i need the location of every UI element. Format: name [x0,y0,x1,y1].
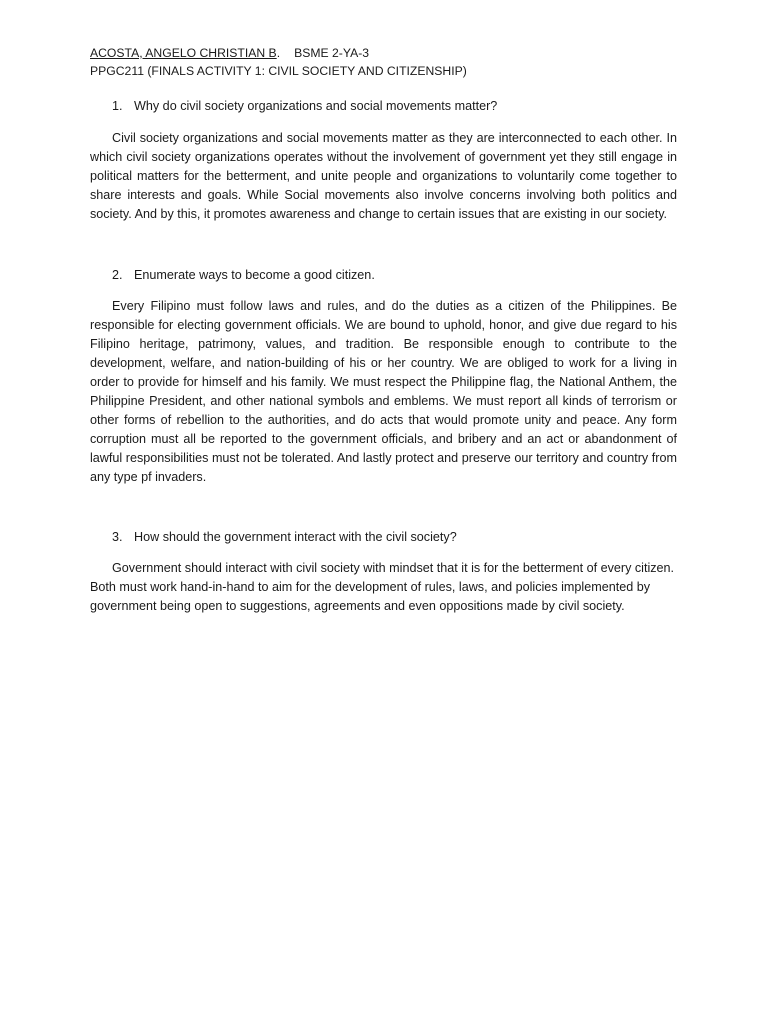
question-1 [90,97,677,115]
question-3-text: How should the government interact with the civil society? [134,530,457,544]
answer-1: Civil society organizations and social movements matter as they are interconnected to each other. In which civil society organizations operates without the involvement of government yet they still engage in political matters for the betterment, and unite people and organizations to voluntarily come together to share interests and goals. While Social movements also involve concerns involving both politics and society. And by this, it promotes awareness and change to certain issues that are existing in our society. [90,131,677,221]
document-page [90,44,677,616]
student-section: BSME 2-YA-3 [294,46,370,60]
answer-3: Government should interact with civil society with mindset that it is for the betterment of every citizen. Both must work hand-in-hand to aim for the development of rules, laws, and policies implemented by government being open to suggestions, agreements and even oppositions made by civil society. [90,561,675,613]
student-name-suffix: . [276,46,281,60]
answer-2: Every Filipino must follow laws and rules, and do the duties as a citizen of the Philippines. Be responsible for electing government officials. We are bound to uphold, honor, and give due regard to his Filipino heritage, patrimony, values, and tradition. Be responsible enough to contribute to the development, welfare, and nation-building of his or her country. We are obliged to work for a living in order to provide for himself and his family. We must respect the Philippine flag, the National Anthem, the Philippine President, and other national symbols and emblems. We must report all kinds of terrorism or other forms of rebellion to the authorities, and do acts that would promote unity and peace. Any form corruption must all be reported to the government officials, and bribery and an act or abandonment of lawful responsibilities must not be tolerated. And lastly protect and preserve our territory and country from any type pf invaders. [90,299,677,484]
question-1-number: 1. [112,99,123,113]
question-2 [90,266,677,284]
course-activity-title: PPGC211 (FINALS ACTIVITY 1: CIVIL SOCIETY AND CITIZENSHIP) [90,64,467,78]
question-2-text: Enumerate ways to become a good citizen. [134,268,375,282]
student-header [90,44,677,62]
question-1-text: Why do civil society organizations and social movements matter? [134,99,498,113]
question-3-number: 3. [112,530,123,544]
question-2-number: 2. [112,268,123,282]
question-3 [90,528,677,546]
student-name: ACOSTA, ANGELO CHRISTIAN B [90,46,277,60]
